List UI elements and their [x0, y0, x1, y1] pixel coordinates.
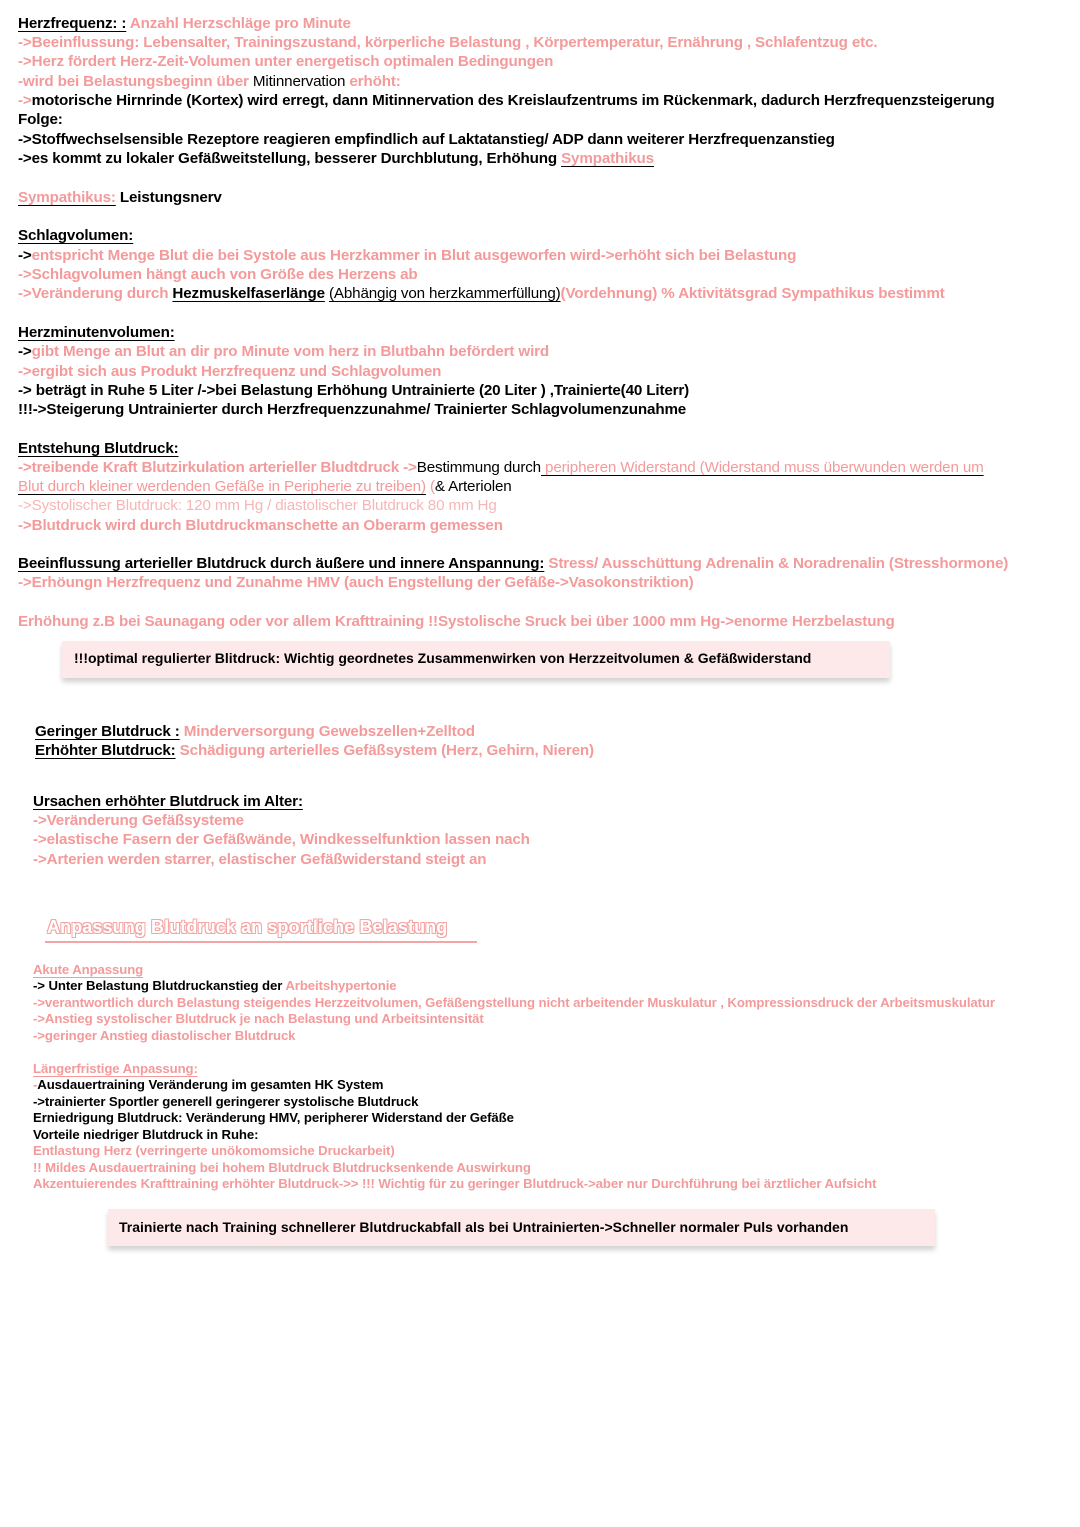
- blutdruck-werte: ->Systolischer Blutdruck: 120 mm Hg / diastolischer Blutdruck 80 mm Hg: [18, 497, 497, 514]
- herzfrequenz-line: [18, 14, 351, 33]
- text-fragment: entspricht Menge Blut die bei Systole aus Herzkammer in Blut ausgeworfen wird->erhöht sich bei Belastung: [31, 247, 797, 264]
- text-fragment: Schädigung arterielles Gefäßsystem (Herz, Gehirn, Nieren): [175, 742, 594, 759]
- lang-line-7: Akzentuierendes Krafttraining erhöhter Blutdruck->> !!! Wichtig für zu geringer Blutdruck->aber nur Durchführung bei ärztlicher Aufsicht: [33, 1176, 877, 1191]
- schlagvolumen-veraenderung: [18, 284, 945, 303]
- text-fragment: erhöht:: [345, 73, 401, 90]
- text-fragment: -> Unter Belastung Blutdruckanstieg der: [33, 978, 286, 993]
- herzkammerfuellung-text: (Abhängig von herzkammerfüllung): [328, 285, 561, 302]
- blutdruck-messung: ->Blutdruck wird durch Blutdruckmanschette an Oberarm gemessen: [18, 517, 503, 534]
- blutdruck-title: Entstehung Blutdruck:: [18, 440, 179, 457]
- text-fragment: Minderversorgung Gewebszellen+Zelltod: [179, 723, 475, 740]
- alter-title: Ursachen erhöhter Blutdruck im Alter:: [33, 793, 303, 810]
- schlagvolumen-definition: [18, 246, 796, 265]
- heading-underline: [45, 941, 477, 943]
- arrow-prefix: ->: [18, 247, 32, 264]
- akut-line-4: ->geringer Anstieg diastolischer Blutdruck: [33, 1028, 296, 1043]
- text-fragment: (: [425, 478, 435, 495]
- hezmuskelfaserlaenge-text: Hezmuskelfaserlänge: [172, 285, 325, 302]
- lang-line-4: Vorteile niedriger Blutdruck in Ruhe:: [33, 1127, 259, 1142]
- sympathikus-line: [18, 188, 222, 207]
- geringer-blutdruck-title: Geringer Blutdruck :: [35, 723, 180, 740]
- hmv-definition: [18, 342, 549, 361]
- lang-line-1: [33, 1077, 383, 1094]
- alter-line-1: ->Veränderung Gefäßsysteme: [33, 812, 244, 829]
- lang-line-6: !! Mildes Ausdauertraining bei hohem Blutdruck Blutdrucksenkende Auswirkung: [33, 1160, 531, 1175]
- peripherer-widerstand-text: peripheren Widerstand (Widerstand muss überwunden werden um: [540, 459, 984, 476]
- blutdruck-line-1: [18, 458, 984, 477]
- akut-line-3: ->Anstieg systolischer Blutdruck je nach Belastung und Arbeitsintensität: [33, 1011, 484, 1026]
- akute-anpassung-title: Akute Anpassung: [33, 962, 144, 977]
- hmv-ruhe: -> beträgt in Ruhe 5 Liter /->bei Belastung Erhöhung Untrainierte (20 Liter ) ,Trainierte(40 Literr): [18, 382, 690, 399]
- beeinflussung-hmv: ->Erhöungn Herzfrequenz und Zunahme HMV (auch Engstellung der Gefäße->Vasokonstriktion): [18, 574, 694, 591]
- text-fragment: (Vordehnung) % Aktivitätsgrad Sympathikus bestimmt: [560, 285, 945, 302]
- text-fragment: ->Veränderung durch: [18, 285, 173, 302]
- blutdruck-line-2: [18, 477, 512, 496]
- sympathikus-title: Sympathikus:: [18, 189, 116, 206]
- herzfrequenz-herz-zeit-volumen: ->Herz fördert Herz-Zeit-Volumen unter energetisch optimalen Bedingungen: [18, 53, 554, 70]
- hmv-steigerung: !!!->Steigerung Untrainierter durch Herzfrequenzzunahme/ Trainierter Schlagvolumenzunahme: [18, 401, 687, 418]
- sympathikus-definition: Leistungsnerv: [115, 189, 222, 206]
- text-fragment: -: [33, 1077, 38, 1092]
- text-fragment: ->es kommt zu lokaler Gefäßweitstellung, besserer Durchblutung, Erhöhung: [18, 150, 562, 167]
- highlight-box-blutdruck: !!!optimal regulierter Blitdruck: Wichtig geordnetes Zusammenwirken von Herzzeitvolumen & Gefäßwiderstand: [62, 641, 890, 678]
- hmv-title: Herzminutenvolumen:: [18, 324, 175, 341]
- rezeptore-line: ->Stoffwechselsensible Rezeptore reagieren empfindlich auf Laktatanstieg/ ADP dann weiterer Herzfrequenzanstieg: [18, 131, 835, 148]
- erhoehter-blutdruck-title: Erhöhter Blutdruck:: [35, 742, 176, 759]
- text-fragment: Bestimmung durch: [416, 459, 541, 476]
- arbeitshypertonie-text: Arbeitshypertonie: [285, 978, 397, 993]
- lang-line-2: ->trainierter Sportler generell geringerer systolische Blutdruck: [33, 1094, 419, 1109]
- akut-line-1: [33, 978, 397, 995]
- text-fragment: motorische Hirnrinde (Kortex) wird erregt, dann Mitinnervation des Kreislaufzentrums im Rückenmark, dadurch Herzfrequenzsteigerung: [31, 92, 995, 109]
- text-fragment: Blut durch kleiner werdenden Gefäße in Peripherie zu treiben): [18, 478, 426, 495]
- beeinflussung-line: [18, 554, 1008, 573]
- sympathikus-link: Sympathikus: [561, 150, 654, 167]
- erhoehter-blutdruck-line: [35, 741, 594, 760]
- mitinnervation-text: Mitinnervation: [252, 73, 346, 90]
- text-fragment: ->treibende Kraft Blutzirkulation arterieller Bludtdruck ->: [18, 459, 417, 476]
- text-fragment: gibt Menge an Blut an dir pro Minute vom herz in Blutbahn befördert wird: [31, 343, 550, 360]
- highlight-box-training: Trainierte nach Training schnellerer Blutdruckabfall als bei Untrainierten->Schneller normaler Puls vorhanden: [108, 1209, 935, 1246]
- schlagvolumen-groesse: ->Schlagvolumen hängt auch von Größe des Herzens ab: [18, 266, 418, 283]
- akut-line-2: ->verantwortlich durch Belastung steigendes Herzzeitvolumen, Gefäßengstellung nicht arbeitender Muskulatur , Kompressionsdruck der Arbeitsmuskulatur: [33, 995, 995, 1010]
- herzfrequenz-definition: Anzahl Herzschläge pro Minute: [126, 15, 351, 32]
- arrow-prefix: ->: [18, 343, 32, 360]
- hmv-produkt: ->ergibt sich aus Produkt Herzfrequenz und Schlagvolumen: [18, 363, 442, 380]
- anpassung-heading: Anpassung Blutdruck an sportliche Belastung: [47, 917, 448, 937]
- laengerfristige-anpassung-title: Längerfristige Anpassung:: [33, 1061, 198, 1076]
- text-fragment: Stress/ Ausschüttung Adrenalin & Noradrenalin (Stresshormone): [544, 555, 1009, 572]
- arteriolen-text: & Arteriolen: [434, 478, 512, 495]
- gefaessweitstellung-line: [18, 149, 654, 168]
- alter-line-2: ->elastische Fasern der Gefäßwände, Windkesselfunktion lassen nach: [33, 831, 530, 848]
- alter-line-3: ->Arterien werden starrer, elastischer Gefäßwiderstand steigt an: [33, 851, 487, 868]
- folge-label: Folge:: [18, 111, 63, 128]
- herzfrequenz-kortex-line: [18, 91, 994, 110]
- herzfrequenz-beeinflussung: ->Beeinflussung: Lebensalter, Trainingszustand, körperliche Belastung , Körpertemperatur, Ernährung , Schlafentzug etc.: [18, 34, 878, 51]
- herzfrequenz-title: Herzfrequenz: :: [18, 15, 127, 32]
- text-fragment: Ausdauertraining Veränderung im gesamten HK System: [37, 1077, 384, 1092]
- lang-line-5: Entlastung Herz (verringerte unökomomsiche Druckarbeit): [33, 1143, 395, 1158]
- herzfrequenz-mitinnervation-line: [18, 72, 401, 91]
- schlagvolumen-title: Schlagvolumen:: [18, 227, 134, 244]
- arrow-prefix: ->: [18, 92, 32, 109]
- lang-line-3: Erniedrigung Blutdruck: Veränderung HMV, peripherer Widerstand der Gefäße: [33, 1110, 514, 1125]
- beeinflussung-title: Beeinflussung arterieller Blutdruck durch äußere und innere Anspannung:: [18, 555, 545, 572]
- beeinflussung-krafttraining: Erhöhung z.B bei Saunagang oder vor allem Krafttraining !!Systolische Sruck bei über 1000 mm Hg->enorme Herzbelastung: [18, 613, 895, 630]
- geringer-blutdruck-line: [35, 722, 475, 741]
- text-fragment: -wird bei Belastungsbeginn über: [18, 73, 253, 90]
